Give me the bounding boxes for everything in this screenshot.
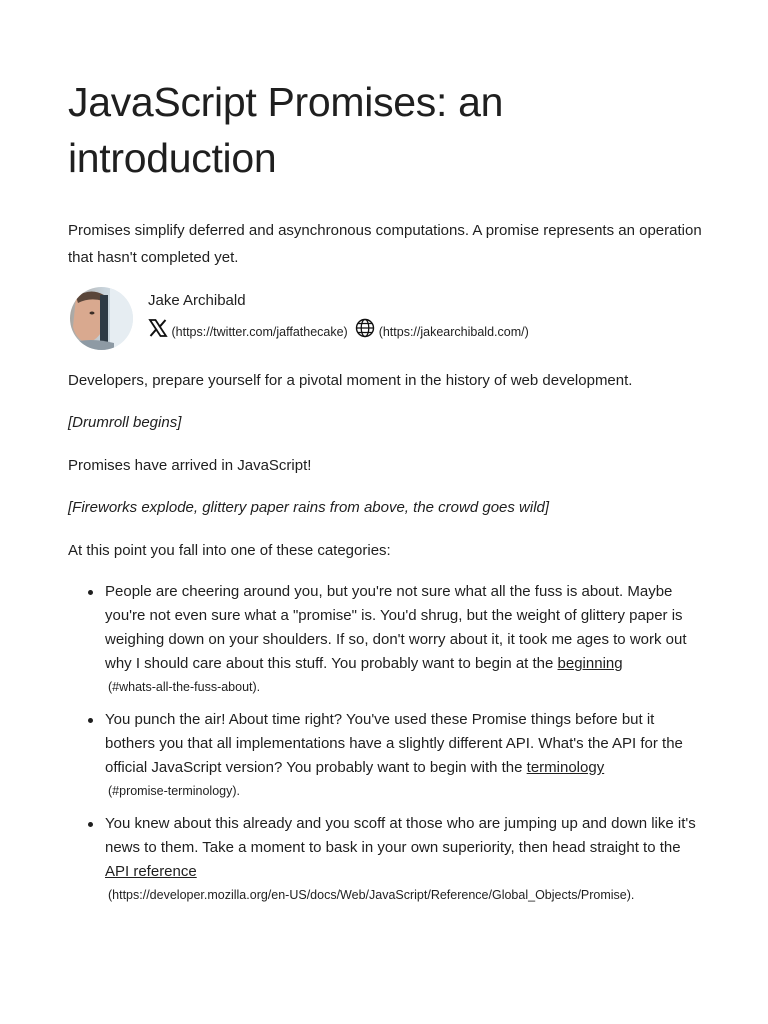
author-name[interactable]: Jake Archibald xyxy=(148,292,246,309)
api-reference-link-url: (https://developer.mozilla.org/en-US/docs/Web/JavaScript/Reference/Global_Objects/Promise). xyxy=(108,888,635,902)
list-item xyxy=(68,708,708,802)
categories-intro: At this point you fall into one of these categories: xyxy=(68,542,391,559)
bullet-dot xyxy=(88,718,93,723)
terminology-link[interactable]: terminology xyxy=(526,759,605,776)
category-list xyxy=(68,580,708,906)
author-links xyxy=(148,318,529,342)
page-title: JavaScript Promises: an introduction xyxy=(68,79,504,181)
stage-direction-drumroll: [Drumroll begins] xyxy=(68,414,182,431)
beginning-link[interactable]: beginning xyxy=(557,655,623,672)
announcement-paragraph: Promises have arrived in JavaScript! xyxy=(68,457,312,474)
list-item-text: People are cheering around you, but you're not sure what all the fuss is about. Maybe you're not even sure what a "promise" is. You'd shrug, but the weight of glittery paper is weighing down on your shoulders. If so, don't worry about it, it took me ages to work out why I should care about this stuff. You probably want to begin at the xyxy=(105,583,687,672)
list-item xyxy=(68,812,708,906)
stage-direction-fireworks: [Fireworks explode, glittery paper rains from above, the crowd goes wild] xyxy=(68,499,550,516)
list-item xyxy=(68,580,708,698)
website-url[interactable]: (https://jakearchibald.com/) xyxy=(378,325,529,339)
intro-paragraph: Developers, prepare yourself for a pivotal moment in the history of web development. xyxy=(68,372,633,389)
bullet-dot xyxy=(88,822,93,827)
list-item-text: You knew about this already and you scoff at those who are jumping up and down like it's news to them. Take a moment to bask in your own superiority, then head straight to the xyxy=(105,815,696,856)
twitter-url[interactable]: (https://twitter.com/jaffathecake) xyxy=(171,325,348,339)
api-reference-link[interactable]: API reference xyxy=(105,863,197,880)
terminology-link-url: (#promise-terminology). xyxy=(108,784,240,798)
globe-icon[interactable] xyxy=(355,318,375,346)
list-item-text: You punch the air! About time right? You've used these Promise things before but it bothers you that all implementations have a slightly different API. What's the API for the official JavaScript version? You probably want to begin with the xyxy=(105,711,683,776)
beginning-link-url: (#whats-all-the-fuss-about). xyxy=(108,680,261,694)
author-byline xyxy=(70,287,710,353)
x-logo-icon[interactable] xyxy=(148,318,168,346)
article-summary: Promises simplify deferred and asynchronous computations. A promise represents an operation that hasn't completed yet. xyxy=(68,222,702,266)
author-avatar[interactable] xyxy=(70,287,133,350)
bullet-dot xyxy=(88,590,93,595)
